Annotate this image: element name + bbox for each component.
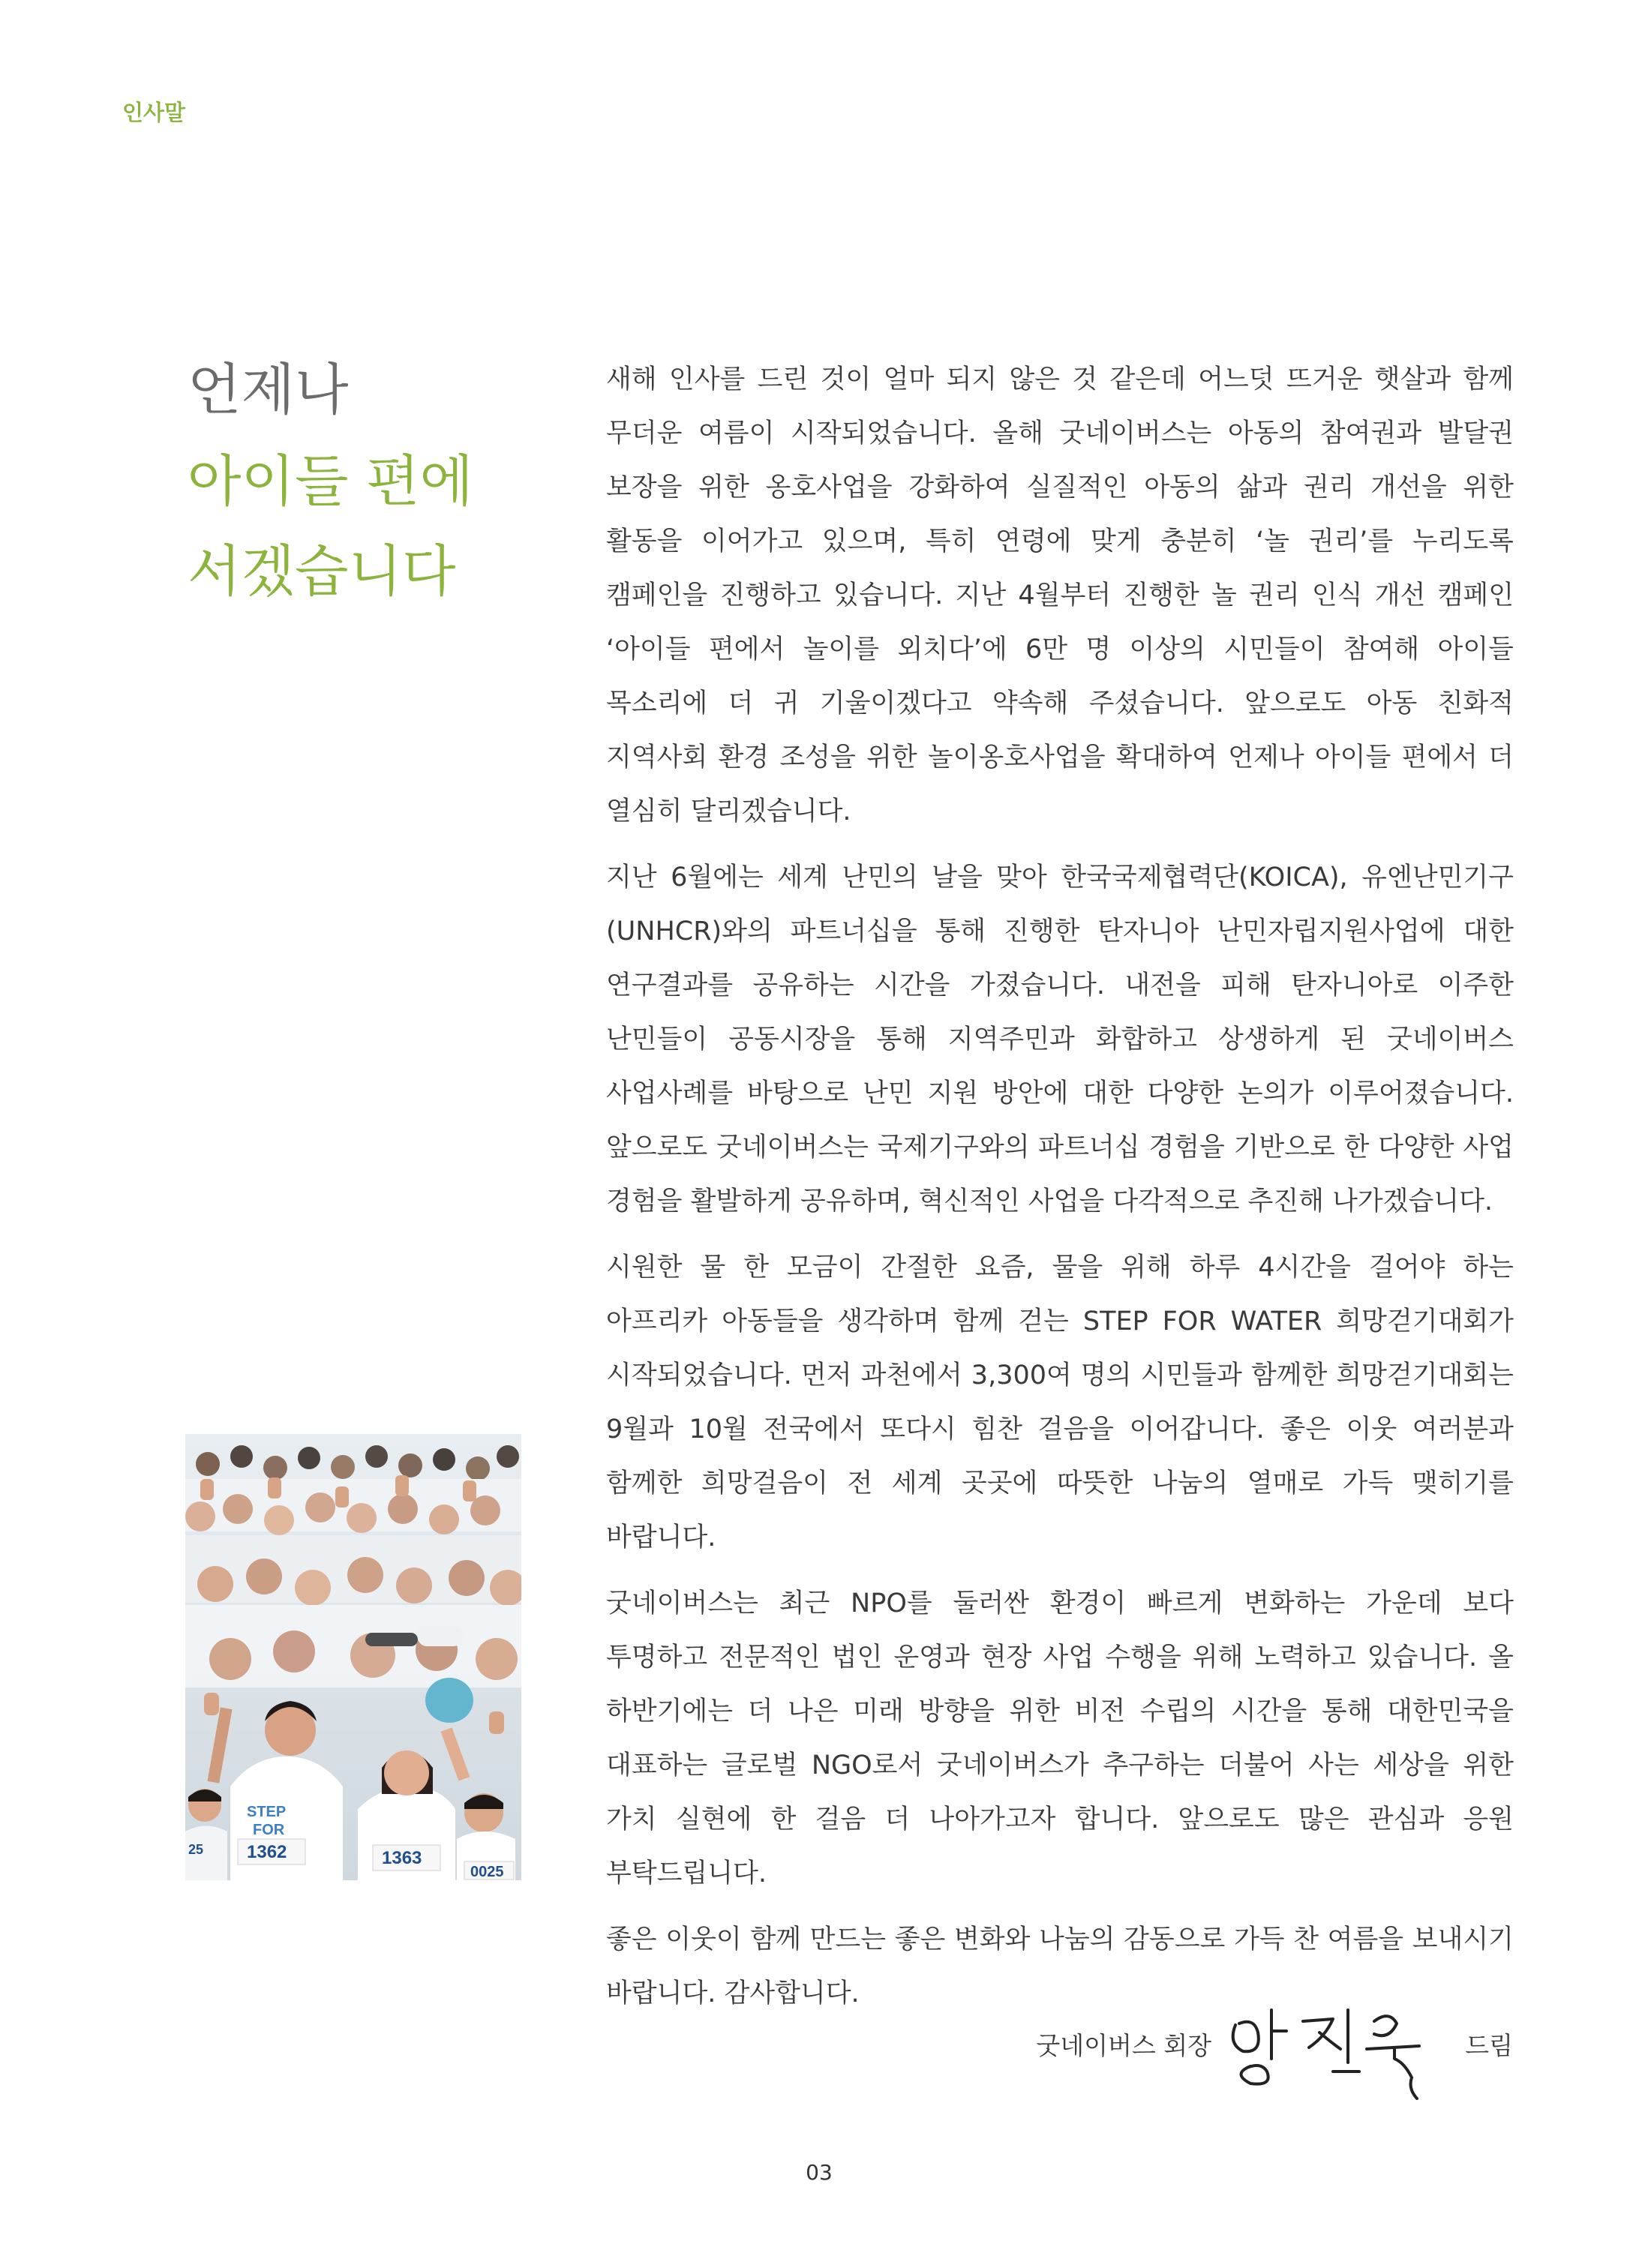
page-number: 03	[806, 2160, 833, 2185]
signature-title: 굿네이버스 회장	[1036, 2031, 1211, 2060]
paragraph: 새해 인사를 드린 것이 얼마 되지 않은 것 같은데 어느덧 뜨거운 햇살과 함께 무더운 여름이 시작되었습니다. 올해 굿네이버스는 아동의 참여권과 발달권 보장을 위한 옹호사업을 강화하여 실질적인 아동의 삶과 권리 개선을 위한 활동을 이어가고 있으며, 특히 연령에 맞게 충분히 ‘놀 권리’를 누리도록 캠페인을 진행하고 있습니다. 지난 4월부터 진행한 놀 권리 인식 개선 캠페인 ‘아이들 편에서 놀이를 외치다’에 6만 명 이상의 시민들이 참여해 아이들 목소리에 더 귀 기울이겠다고 약속해 주셨습니다. 앞으로도 아동 친화적 지역사회 환경 조성을 위한 놀이옹호사업을 확대하여 언제나 아이들 편에서 더 열심히 달리겠습니다.	[606, 364, 1514, 826]
headline-line-2: 아이들 편에	[188, 449, 473, 514]
letter-body	[606, 352, 1514, 2032]
bib-text: STEP	[247, 1804, 287, 1820]
section-label: 인사말	[122, 100, 186, 125]
event-crowd-photo	[185, 1434, 521, 1880]
bib-number: 1363	[382, 1848, 422, 1868]
signature-suffix: 드림	[1465, 2031, 1513, 2060]
bib-text: FOR	[253, 1822, 285, 1838]
headline-line-3: 서겠습니다	[188, 539, 456, 604]
paragraph: 좋은 이웃이 함께 만드는 좋은 변화와 나눔의 감동으로 가득 찬 여름을 보내시기 바랍니다. 감사합니다.	[606, 1924, 1514, 2008]
bib-number: 0025	[470, 1864, 504, 1880]
headline-line-1: 언제나	[188, 358, 349, 422]
paragraph: 지난 6월에는 세계 난민의 날을 맞아 한국국제협력단(KOICA), 유엔난민기구(UNHCR)와의 파트너십을 통해 진행한 탄자니아 난민자립지원사업에 대한 연구결과를 공유하는 시간을 가졌습니다. 내전을 피해 탄자니아로 이주한 난민들이 공동시장을 통해 지역주민과 화합하고 상생하게 된 굿네이버스 사업사례를 바탕으로 난민 지원 방안에 대한 다양한 논의가 이루어졌습니다. 앞으로도 굿네이버스는 국제기구와의 파트너십 경험을 기반으로 한 다양한 사업 경험을 활발하게 공유하며, 혁신적인 사업을 다각적으로 추진해 나가겠습니다.	[606, 862, 1514, 1216]
signature-block	[988, 1988, 1513, 2100]
paragraph: 굿네이버스는 최근 NPO를 둘러싼 환경이 빠르게 변화하는 가운데 보다 투명하고 전문적인 법인 운영과 현장 사업 수행을 위해 노력하고 있습니다. 올 하반기에는 더 나은 미래 방향을 위한 비전 수립의 시간을 통해 대한민국을 대표하는 글로벌 NGO로서 굿네이버스가 추구하는 더불어 사는 세상을 위한 가치 실현에 한 걸음 더 나아가고자 합니다. 앞으로도 많은 관심과 응원 부탁드립니다.	[606, 1588, 1514, 1888]
handwritten-signature	[1220, 1988, 1438, 2100]
paragraph: 시원한 물 한 모금이 간절한 요즘, 물을 위해 하루 4시간을 걸어야 하는 아프리카 아동들을 생각하며 함께 걷는 STEP FOR WATER 희망걷기대회가 시작되었습니다. 먼저 과천에서 3,300여 명의 시민들과 함께한 희망걷기대회는 9월과 10월 전국에서 또다시 힘찬 걸음을 이어갑니다. 좋은 이웃 여러분과 함께한 희망걸음이 전 세계 곳곳에 따뜻한 나눔의 열매로 가득 맺히기를 바랍니다.	[606, 1252, 1514, 1552]
bib-number: 25	[188, 1842, 204, 1857]
headline	[188, 360, 473, 602]
bib-number: 1362	[247, 1842, 287, 1862]
